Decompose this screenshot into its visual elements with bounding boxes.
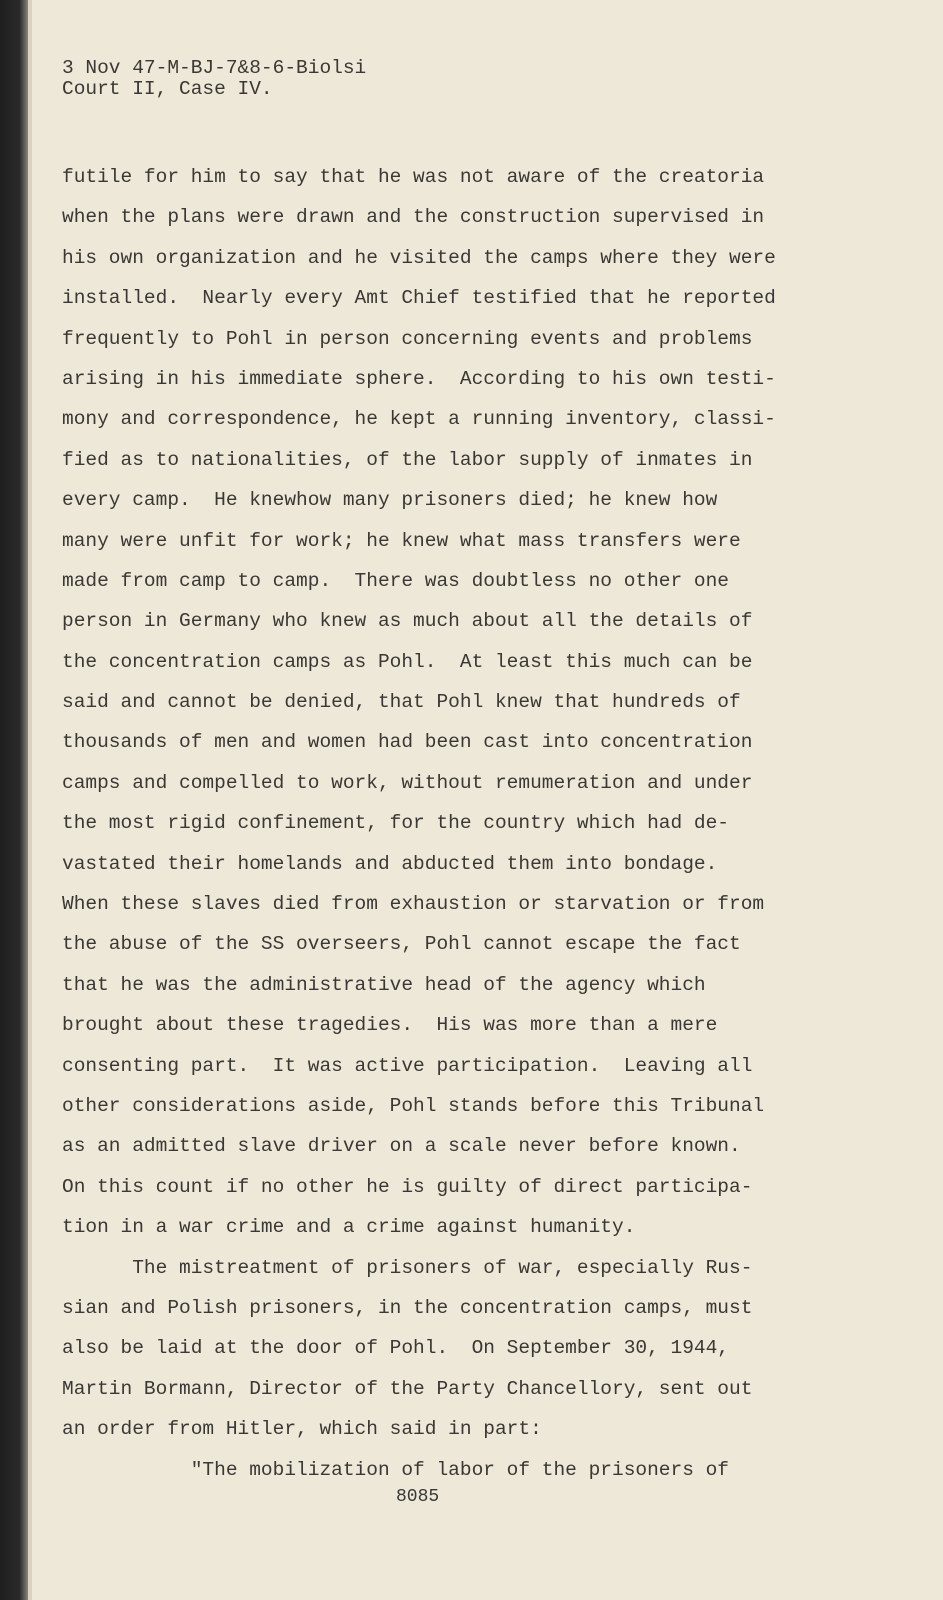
text-line: the most rigid confinement, for the country which had de-	[62, 812, 730, 835]
text-line: other considerations aside, Pohl stands before this Tribunal	[62, 1094, 765, 1117]
text-line: arising in his immediate sphere. According to his own testi-	[62, 367, 776, 390]
text-line: when the plans were drawn and the construction supervised in	[62, 206, 765, 229]
text-line: vastated their homelands and abducted them into bondage.	[62, 852, 718, 875]
text-line: the concentration camps as Pohl. At least this much can be	[62, 650, 753, 673]
text-line: installed. Nearly every Amt Chief testified that he reported	[62, 287, 776, 310]
header-line-2: Court II, Case IV.	[62, 78, 273, 100]
binding-edge	[0, 0, 28, 1600]
text-line: On this count if no other he is guilty of direct participa-	[62, 1175, 753, 1198]
text-line: consenting part. It was active participation. Leaving all	[62, 1054, 753, 1077]
text-line: that he was the administrative head of the agency which	[62, 973, 706, 996]
text-line: tion in a war crime and a crime against humanity.	[62, 1216, 636, 1239]
text-line: When these slaves died from exhaustion or starvation or from	[62, 893, 765, 916]
text-line: futile for him to say that he was not aware of the creatoria	[62, 166, 765, 188]
text-line: brought about these tragedies. His was more than a mere	[62, 1014, 718, 1037]
text-line: Martin Bormann, Director of the Party Chancellory, sent out	[62, 1377, 753, 1400]
text-line: also be laid at the door of Pohl. On September 30, 1944,	[62, 1337, 730, 1360]
text-line: sian and Polish prisoners, in the concentration camps, must	[62, 1296, 753, 1319]
text-line: an order from Hitler, which said in part:	[62, 1418, 542, 1441]
text-line: said and cannot be denied, that Pohl knew that hundreds of	[62, 691, 741, 714]
text-line: camps and compelled to work, without remumeration and under	[62, 771, 753, 794]
header-line-1: 3 Nov 47-M-BJ-7&8-6-Biolsi	[62, 57, 367, 79]
text-line: mony and correspondence, he kept a running inventory, classi-	[62, 408, 776, 431]
text-line: every camp. He knewhow many prisoners died; he knew how	[62, 489, 718, 512]
text-line: as an admitted slave driver on a scale never before known.	[62, 1135, 741, 1158]
text-line: "The mobilization of labor of the prisoners of	[62, 1458, 730, 1481]
paper-edge	[28, 0, 32, 1600]
text-line: person in Germany who knew as much about all the details of	[62, 610, 753, 633]
text-line: many were unfit for work; he knew what mass transfers were	[62, 529, 741, 552]
document-header	[62, 58, 366, 100]
document-body	[62, 157, 776, 1490]
text-line: made from camp to camp. There was doubtless no other one	[62, 569, 730, 592]
text-line: the abuse of the SS overseers, Pohl cannot escape the fact	[62, 933, 741, 956]
text-line: fied as to nationalities, of the labor supply of inmates in	[62, 448, 753, 471]
text-line: his own organization and he visited the camps where they were	[62, 246, 776, 269]
page-number: 8085	[396, 1487, 440, 1507]
text-line: thousands of men and women had been cast into concentration	[62, 731, 753, 754]
text-line: The mistreatment of prisoners of war, especially Rus-	[62, 1256, 753, 1279]
text-line: frequently to Pohl in person concerning events and problems	[62, 327, 753, 350]
